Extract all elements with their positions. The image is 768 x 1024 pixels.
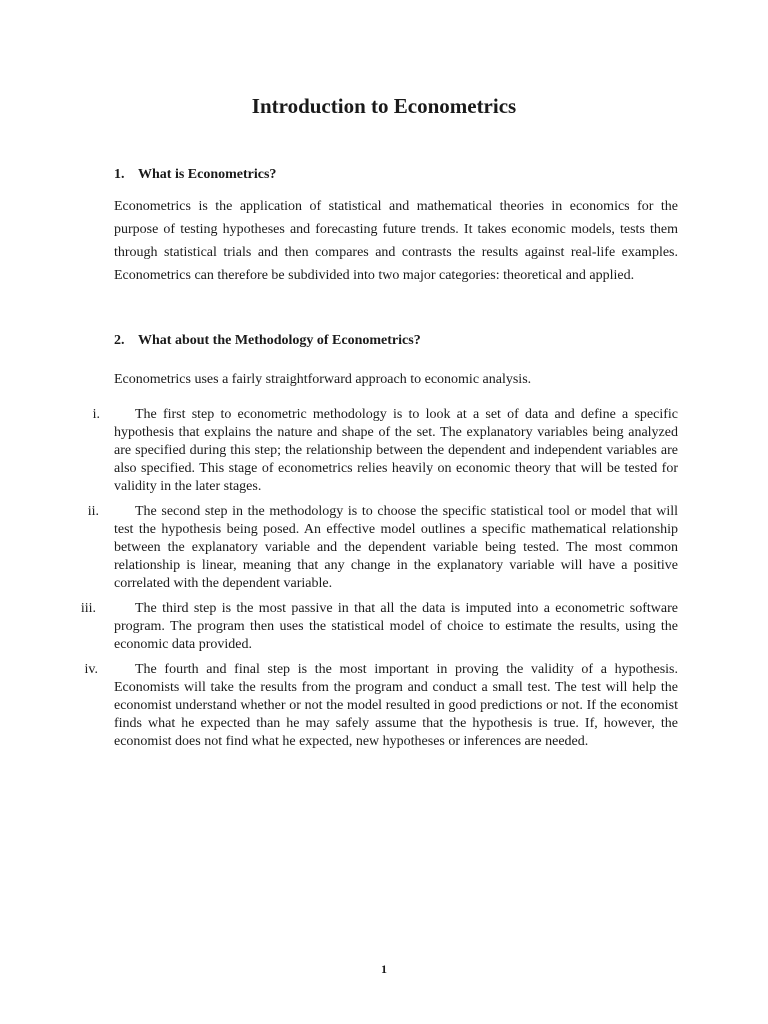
step-text: The third step is the most passive in that all the data is imputed into a econometric software program. The program then uses the statistical model of choice to estimate the results, using the economic data provided. xyxy=(114,601,678,652)
section-heading-text: What about the Methodology of Econometrics? xyxy=(138,333,421,348)
step-marker: iii. xyxy=(80,601,96,616)
section-heading-methodology xyxy=(114,331,421,351)
section-paragraph-approach: Econometrics uses a fairly straightforward approach to economic analysis. xyxy=(114,372,532,387)
step-marker: ii. xyxy=(87,504,99,519)
methodology-step-ii xyxy=(87,503,678,593)
step-marker: i. xyxy=(92,407,100,422)
step-text: The first step to econometric methodology is to look at a set of data and define a specific hypothesis that explains the nature and shape of the set. The explanatory variables being analyzed are specified during this step; the relationship between the dependent and independent variables are also specified. This stage of econometrics relies heavily on economic theory that will be tested for validity in the later stages. xyxy=(114,407,678,494)
methodology-step-iii xyxy=(80,600,678,654)
section-heading-what-is-econometrics xyxy=(114,165,276,185)
section-paragraph-definition: Econometrics is the application of statistical and mathematical theories in economics for the purpose of testing hypotheses and forecasting future trends. It takes economic models, tests them through statistical trials and then compares and contrasts the results against real-life examples. Econometrics can therefore be subdivided into two major categories: theoretical and applied. xyxy=(114,199,678,283)
methodology-step-i xyxy=(92,406,678,496)
step-marker: iv. xyxy=(84,662,98,677)
section-number: 1. xyxy=(114,167,125,182)
section-heading-text: What is Econometrics? xyxy=(138,167,277,182)
step-text: The fourth and final step is the most important in proving the validity of a hypothesis. Economists will take the results from the program and conduct a small test. The test will help the economist understand whether or not the model resulted in good predictions or not. If the economist finds what he expected than he may safely assume that the hypothesis is true. If, however, the economist does not find what he expected, new hypotheses or inferences are needed. xyxy=(114,662,678,749)
section-number: 2. xyxy=(114,333,125,348)
step-text: The second step in the methodology is to choose the specific statistical tool or model that will test the hypothesis being posed. An effective model outlines a specific mathematical relationship between the explanatory variable and the dependent variable being tested. The most common relationship is linear, meaning that any change in the explanatory variable will have a positive correlated with the dependent variable. xyxy=(114,504,678,591)
page-title: Introduction to Econometrics xyxy=(251,94,517,118)
page-number: 1 xyxy=(381,962,387,976)
methodology-step-iv xyxy=(84,661,678,751)
